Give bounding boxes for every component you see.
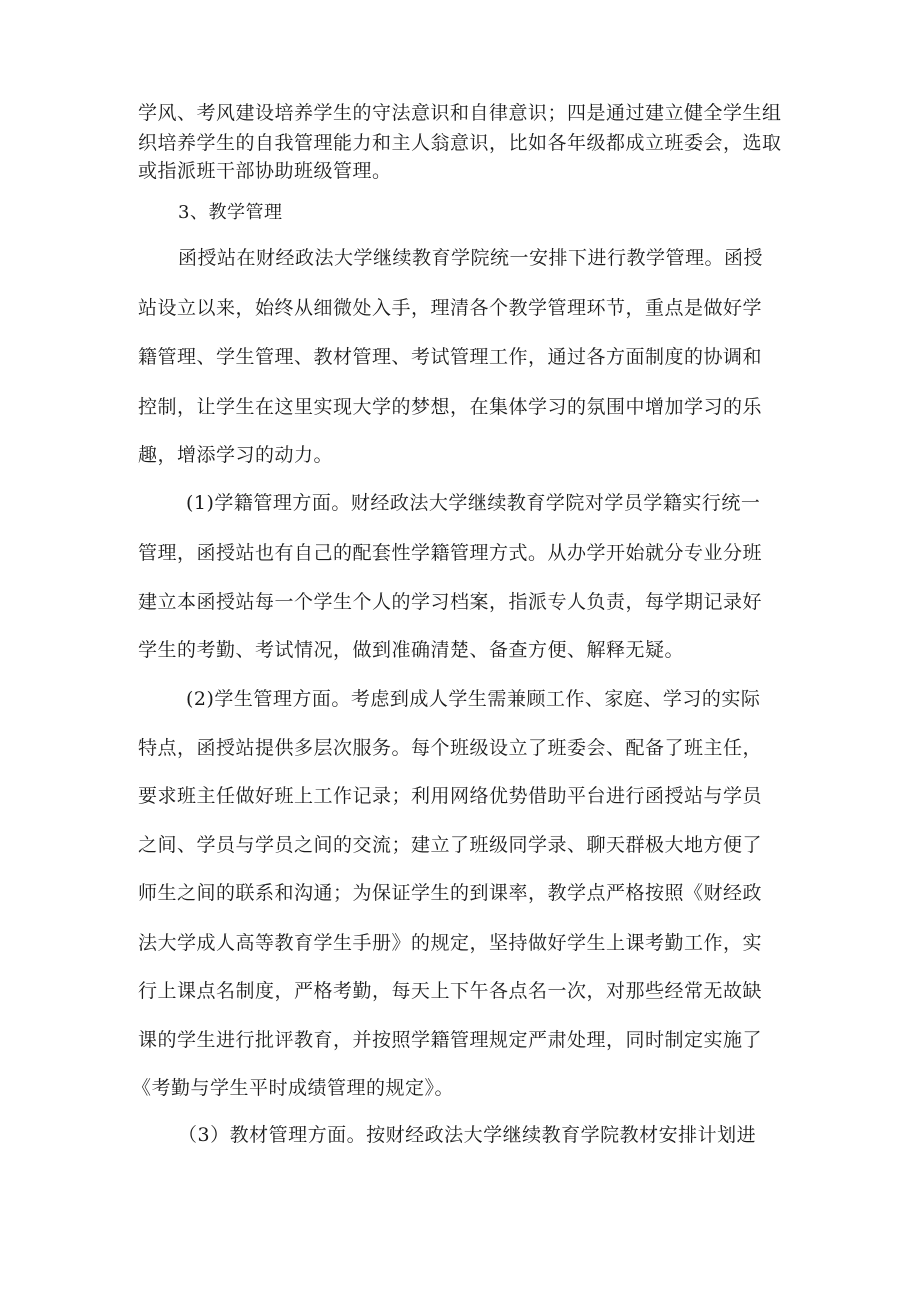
paragraph-line: 学风、考风建设培养学生的守法意识和自律意识；四是通过建立健全学生组 [138, 102, 782, 124]
paragraph-line: (2)学生管理方面。考虑到成人学生需兼顾工作、家庭、学习的实际 [186, 688, 761, 710]
paragraph-line: 控制，让学生在这里实现大学的梦想，在集体学习的氛围中增加学习的乐 [138, 396, 763, 418]
paragraph-line: （3）教材管理方面。按财经政法大学继续教育学院教材安排计划进 [178, 1124, 757, 1146]
paragraph-line: 学生的考勤、考试情况，做到准确清楚、备查方便、解释无疑。 [138, 639, 685, 661]
paragraph-line: 管理，函授站也有自己的配套性学籍管理方式。从办学开始就分专业分班 [138, 542, 763, 564]
paragraph-line: 建立本函授站每一个学生个人的学习档案，指派专人负责，每学期记录好 [138, 591, 763, 613]
paragraph-line: 特点，函授站提供多层次服务。每个班级设立了班委会、配备了班主任， [138, 737, 763, 759]
paragraph-line: 师生之间的联系和沟通；为保证学生的到课率，教学点严格按照《财经政 [138, 882, 763, 904]
paragraph-line: 籍管理、学生管理、教材管理、考试管理工作，通过各方面制度的协调和 [138, 346, 763, 368]
paragraph-line: 函授站在财经政法大学继续教育学院统一安排下进行教学管理。函授 [178, 247, 764, 269]
paragraph-line: 要求班主任做好班上工作记录；利用网络优势借助平台进行函授站与学员 [138, 785, 763, 807]
section-heading: 3、教学管理 [178, 202, 283, 223]
paragraph-line: 《考勤与学生平时成绩管理的规定》。 [132, 1077, 455, 1099]
paragraph-line: 趣，增添学习的动力。 [138, 444, 334, 466]
paragraph-line: 行上课点名制度，严格考勤，每天上下午各点名一次，对那些经常无故缺 [138, 980, 763, 1002]
paragraph-line: 站设立以来，始终从细微处入手，理清各个教学管理环节，重点是做好学 [138, 297, 763, 319]
paragraph-line: 法大学成人高等教育学生手册》的规定，坚持做好学生上课考勤工作，实 [138, 932, 763, 954]
paragraph-line: 织培养学生的自我管理能力和主人翁意识，比如各年级都成立班委会，选取 [138, 132, 782, 154]
paragraph-line: 课的学生进行批评教育，并按照学籍管理规定严肃处理，同时制定实施了 [138, 1029, 763, 1051]
paragraph-line: 之间、学员与学员之间的交流；建立了班级同学录、聊天群极大地方便了 [138, 834, 763, 856]
paragraph-line: 或指派班干部协助班级管理。 [138, 160, 392, 182]
paragraph-line: (1)学籍管理方面。财经政法大学继续教育学院对学员学籍实行统一 [186, 492, 761, 514]
